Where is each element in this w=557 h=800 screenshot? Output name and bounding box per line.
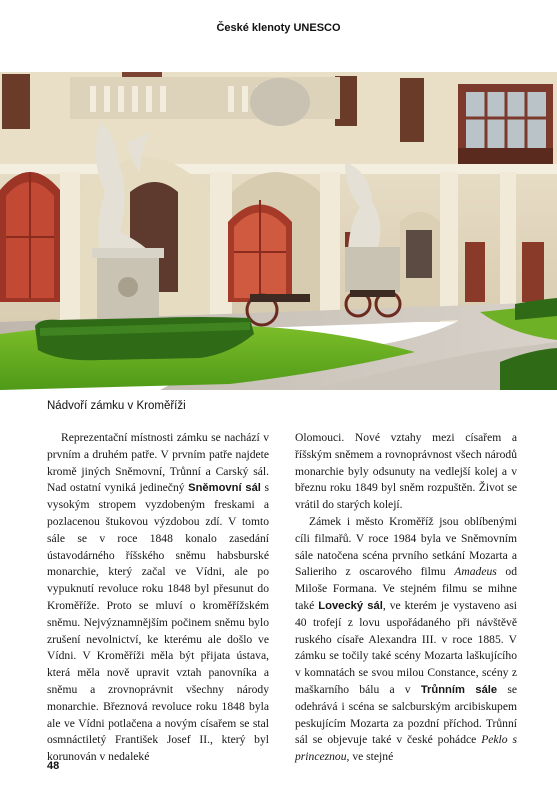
courtyard-photo — [0, 72, 557, 390]
body-text — [47, 430, 518, 764]
paragraph — [295, 514, 517, 766]
page-number: 48 — [47, 760, 60, 772]
text-run: se odehrává i scéna se salcburským arcibiskupem peskujícím Mozarta za pozdní příchod. Trůnní sál se objevuje také v české pohádce — [295, 682, 518, 747]
italic-title: Peklo s princeznou — [295, 733, 517, 764]
bold-term: Sněmovní sál — [188, 482, 261, 495]
text-run: , ve kterém je vystaveno asi 40 trofejí z lovu uspořádaného při návštěvě ruského císaře Alexandra III. v roce 1885. V zámku se točily také scény Mozarta laškujícího v komnatách se svou milou Constance, scény z maškarního bálu a v — [295, 598, 517, 696]
paragraph — [295, 430, 517, 514]
text-run: od Miloše Formana. Ve stejném filmu se mihne také — [295, 565, 517, 612]
running-header: České klenoty UNESCO — [216, 22, 341, 34]
text-run: Reprezentační místnosti zámku se nachází v prvním a druhém patře. V prvním patře najdete kromě jiných Sněmovní, Trůnní a Carský sál. Nad ostatní vyniká jedinečný — [47, 431, 269, 495]
bold-term: Trůnním sále — [420, 683, 498, 696]
italic-title: Amadeus — [454, 565, 497, 579]
left-column — [47, 430, 269, 764]
text-run: s vysokým stropem vyzdobeným freskami a pozlacenou štukovou výzdobou zdí. V tomto sále se v roce 1848 konalo zasedání ústavodárného říšského sněmu habsburské monarchie, který začal ve Vídni, ale po vypuknutí revoluce roku 1848 byl přesunut do Kroměříže. Proto se mluví o kroměřížském sněmu. Nejvýznamnějším počinem sněmu bylo zrušení nevolnictví, ke kterému ale došlo ve Vídni. V Kroměříži měla být přijata ústava, která měla nově upravit vztah panovníka a sněmu a zrovnoprávnit všechny národy monarchie. Březnová revoluce roku 1848 byla ale ve Vídni potlačena a novým císařem se stal osmnáctiletý František Josef II., který byl korunován v nedaleké — [47, 481, 269, 764]
right-column — [295, 430, 518, 764]
bold-term: Lovecký sál — [318, 599, 383, 612]
text-run: , ve stejné — [346, 750, 394, 764]
photo-caption: Nádvoří zámku v Kroměříži — [47, 400, 186, 412]
text-run: Olomouci. Nové vztahy mezi císařem a říšským sněmem a rovnoprávnost všech národů monarchie byly odsunuty na vedlejší kolej a v březnu roku 1849 byl sněm rozpuštěn. Život se vrátil do starých kolejí. — [295, 431, 517, 512]
paragraph — [47, 430, 269, 766]
text-run: Zámek i město Kroměříž jsou oblíbenými cíli filmařů. V roce 1984 byla ve Sněmovním sále natočena scéna prvního setkání Mozarta a Salieriho z oscarového filmu — [295, 514, 517, 579]
